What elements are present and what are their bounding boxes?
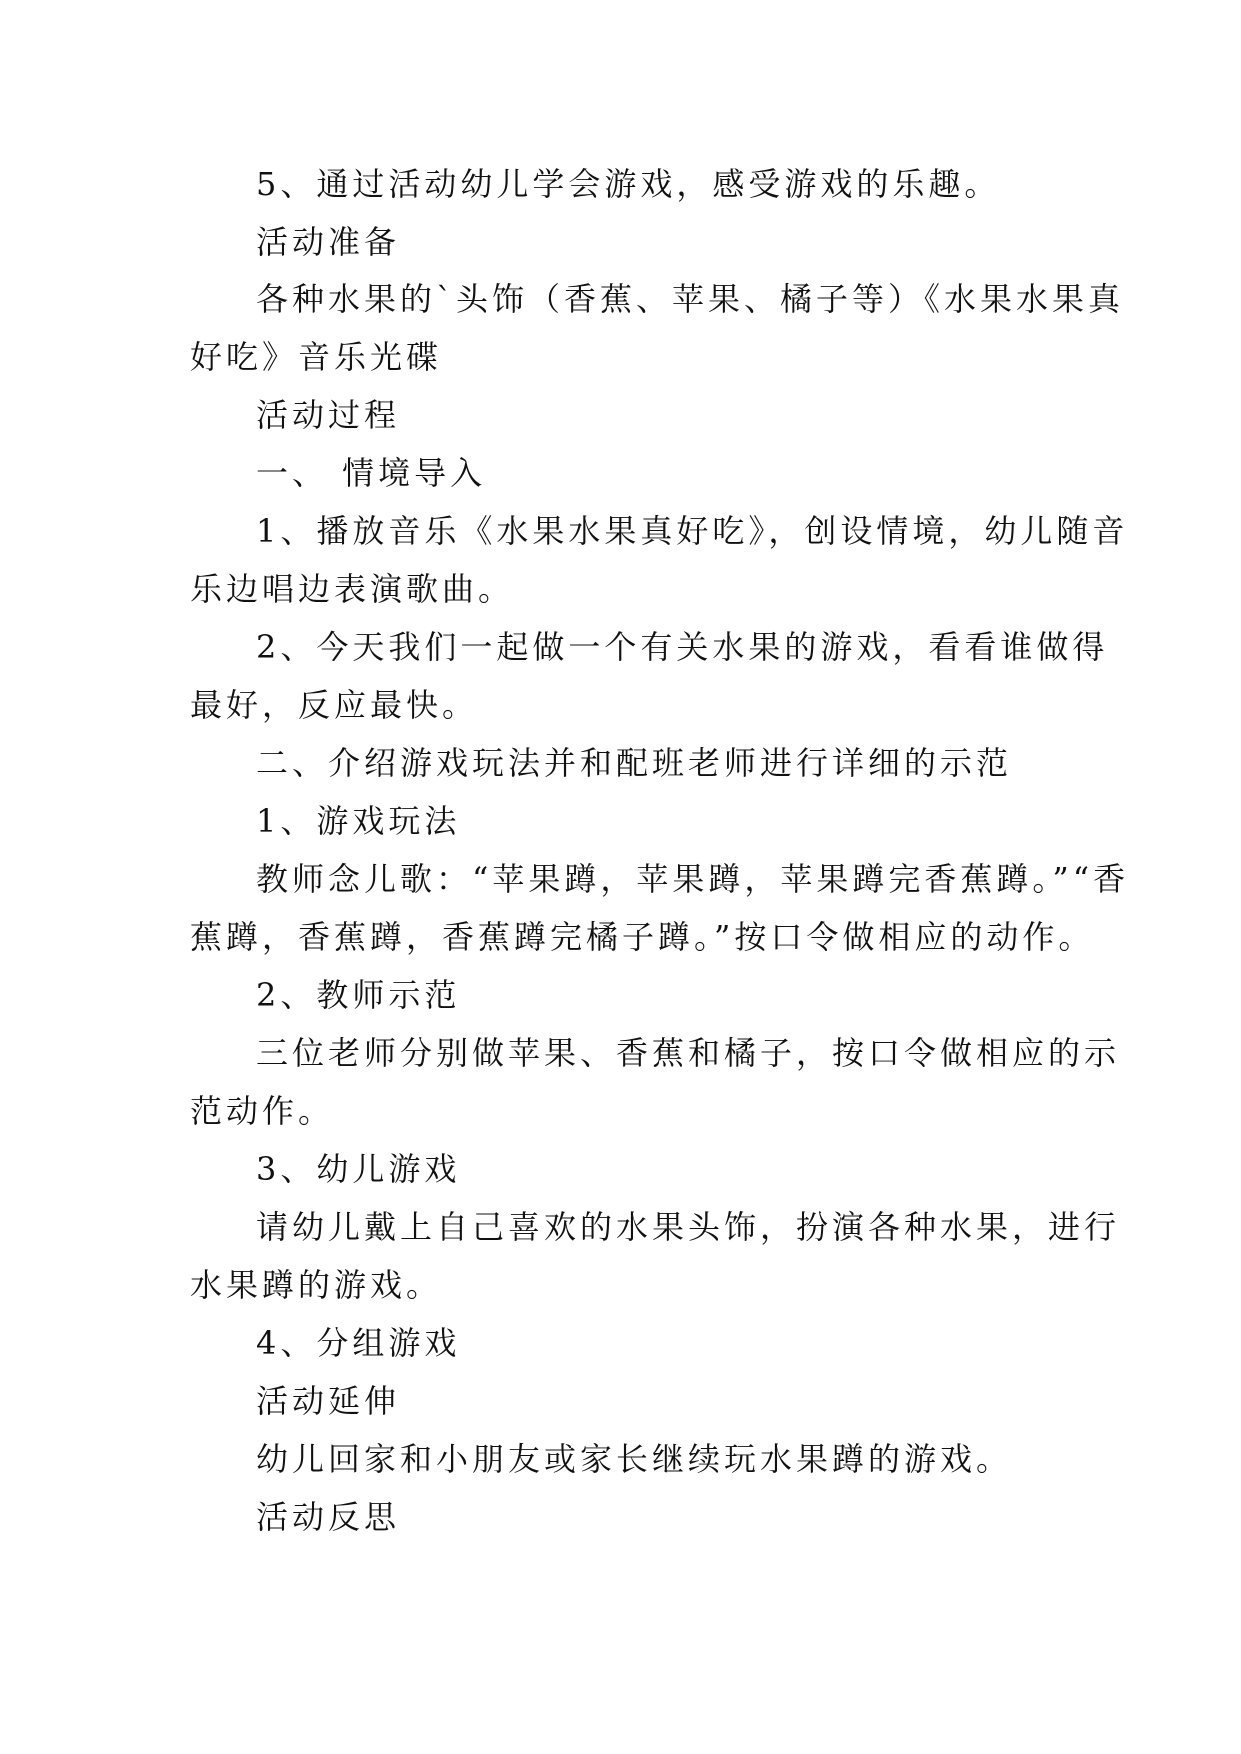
preparation-text: 各种水果的`头饰（香蕉、苹果、橘子等）《水果水果真 bbox=[256, 280, 1125, 318]
section-heading-extension: 活动延伸 bbox=[256, 1382, 401, 1420]
group-game-heading: 4、分组游戏 bbox=[256, 1324, 461, 1362]
teacher-demo-text-cont: 范动作。 bbox=[190, 1092, 335, 1130]
children-game-heading: 3、幼儿游戏 bbox=[256, 1150, 461, 1188]
intro-step-1: 1、播放音乐《水果水果真好吃》，创设情境，幼儿随音 bbox=[256, 512, 1129, 550]
intro-step-1-cont: 乐边唱边表演歌曲。 bbox=[190, 570, 515, 608]
subheading-intro: 一、 情境导入 bbox=[256, 454, 487, 492]
intro-step-2-cont: 最好，反应最快。 bbox=[190, 686, 479, 724]
section-heading-process: 活动过程 bbox=[256, 396, 401, 434]
preparation-text-cont: 好吃》音乐光碟 bbox=[190, 338, 443, 376]
objective-5: 5、通过活动幼儿学会游戏，感受游戏的乐趣。 bbox=[256, 165, 1001, 203]
children-game-text-cont: 水果蹲的游戏。 bbox=[190, 1266, 443, 1304]
teacher-demo-text: 三位老师分别做苹果、香蕉和橘子，按口令做相应的示 bbox=[256, 1034, 1121, 1072]
subheading-demonstration: 二、介绍游戏玩法并和配班老师进行详细的示范 bbox=[256, 744, 1013, 782]
game-rules-text-cont: 蕉蹲，香蕉蹲，香蕉蹲完橘子蹲。”按口令做相应的动作。 bbox=[190, 918, 1095, 956]
extension-text: 幼儿回家和小朋友或家长继续玩水果蹲的游戏。 bbox=[256, 1440, 1013, 1478]
children-game-text: 请幼儿戴上自己喜欢的水果头饰，扮演各种水果，进行 bbox=[256, 1208, 1121, 1246]
game-rules-text: 教师念儿歌：“苹果蹲，苹果蹲，苹果蹲完香蕉蹲。”“香 bbox=[256, 860, 1130, 898]
section-heading-preparation: 活动准备 bbox=[256, 223, 401, 261]
intro-step-2: 2、今天我们一起做一个有关水果的游戏，看看谁做得 bbox=[256, 628, 1109, 666]
game-rules-heading: 1、游戏玩法 bbox=[256, 802, 461, 840]
teacher-demo-heading: 2、教师示范 bbox=[256, 976, 461, 1014]
section-heading-reflection: 活动反思 bbox=[256, 1498, 401, 1536]
